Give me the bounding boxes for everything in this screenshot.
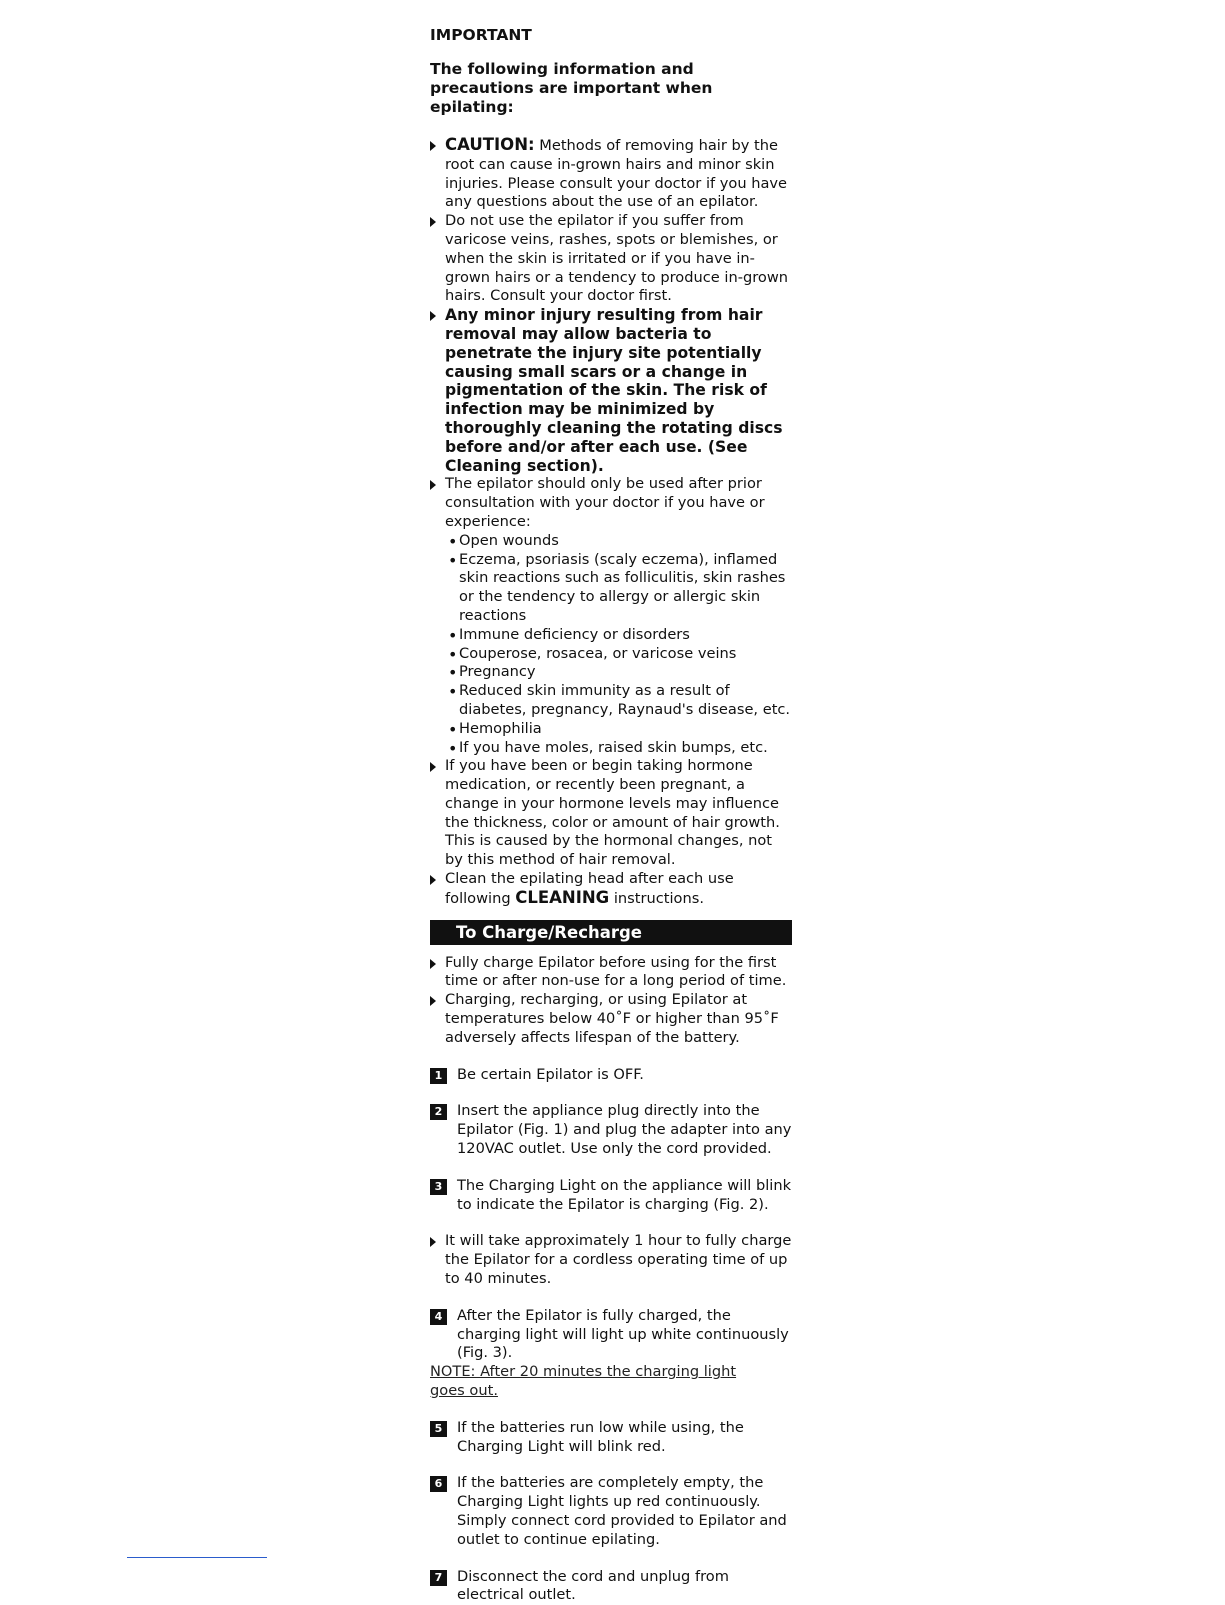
bullet-arrow-icon xyxy=(430,141,436,151)
step-5: 5 If the batteries run low while using, the Charging Light will blink red. xyxy=(430,1419,792,1457)
document-column xyxy=(430,10,792,1605)
conditions-list xyxy=(430,532,792,758)
condition-item: • If you have moles, raised skin bumps, etc. xyxy=(448,738,768,758)
charge-time-note: It will take approximately 1 hour to fully charge the Epilator for a cordless operating time of up to 40 minutes. xyxy=(430,1232,792,1288)
charge-intro-item: Charging, recharging, or using Epilator at temperatures below 40˚F or higher than 95˚F adversely affects lifespan of the battery. xyxy=(430,991,792,1047)
section-banner: To Charge/Recharge xyxy=(430,920,792,945)
precaution-text: If you have been or begin taking hormone medication, or recently been pregnant, a change in your hormone levels may influence the thickness, color or amount of hair growth. This is caused by the hormonal changes, not by this method of hair removal. xyxy=(445,757,780,869)
precaution-item xyxy=(430,757,792,870)
caution-text: Methods of removing hair by the root can cause in-grown hairs and minor skin injuries. Please consult your doctor if you have any questions about the use of an epilator. xyxy=(445,137,788,211)
step-6: 6 If the batteries are completely empty, the Charging Light lights up red continuously. Simply connect cord provided to Epilator and outlet to continue epilating. xyxy=(430,1474,792,1549)
bullet-arrow-icon xyxy=(430,217,436,227)
important-lead: The following information and precautions are important when epilating: xyxy=(430,60,713,116)
bullet-arrow-icon xyxy=(430,875,436,885)
footnote-rule xyxy=(127,1557,267,1558)
precaution-bold-text: Any minor injury resulting from hair removal may allow bacteria to penetrate the injury site potentially causing small scars or a change in pigmentation of the skin. The risk of infection may be minimized by thoroughly cleaning the rotating discs before and/or after each use. (See Cleaning section). xyxy=(445,306,783,475)
condition-item: • Immune deficiency or disorders xyxy=(448,625,690,645)
step-7: 7 Disconnect the cord and unplug from electrical outlet. xyxy=(430,1568,792,1605)
bullet-arrow-icon xyxy=(430,762,436,772)
condition-item: • Hemophilia xyxy=(448,719,542,739)
step-number-icon: 5 xyxy=(430,1421,447,1437)
bullet-arrow-icon xyxy=(430,480,436,490)
precaution-item: Clean the epilating head after each use following CLEANING instructions. xyxy=(430,870,792,909)
condition-item: • Eczema, psoriasis (scaly eczema), inflamed skin reactions such as folliculitis, skin rashes or the tendency to allergy or allergic skin reactions xyxy=(448,550,786,624)
condition-item: • Pregnancy xyxy=(448,663,536,683)
bullet-arrow-icon xyxy=(430,996,436,1006)
charging-note: NOTE: After 20 minutes the charging light goes out. xyxy=(430,1363,737,1400)
step-number-icon: 4 xyxy=(430,1309,447,1325)
bullet-arrow-icon xyxy=(430,311,436,321)
step-3: 3 The Charging Light on the appliance will blink to indicate the Epilator is charging (Fig. 2). xyxy=(430,1177,792,1215)
step-number-icon: 6 xyxy=(430,1476,447,1492)
caution-label: CAUTION: xyxy=(445,135,535,154)
step-2: 2 Insert the appliance plug directly into the Epilator (Fig. 1) and plug the adapter into any 120VAC outlet. Use only the cord provided. xyxy=(430,1102,792,1158)
precaution-caution xyxy=(430,136,792,212)
step-number-icon: 2 xyxy=(430,1104,447,1120)
precaution-item xyxy=(430,212,792,306)
bullet-arrow-icon xyxy=(430,959,436,969)
condition-item: • Open wounds xyxy=(448,531,559,551)
precaution-text: Do not use the epilator if you suffer from varicose veins, rashes, spots or blemishes, or when the skin is irritated or if you have in-grown hairs or a tendency to produce in-grown hairs. Consult your doctor first. xyxy=(445,212,789,305)
step-4: 4 After the Epilator is fully charged, the charging light will light up white continuously (Fig. 3). xyxy=(430,1307,792,1363)
condition-item: • Reduced skin immunity as a result of diabetes, pregnancy, Raynaud's disease, etc. xyxy=(448,682,791,718)
step-number-icon: 3 xyxy=(430,1179,447,1195)
step-number-icon: 7 xyxy=(430,1570,447,1586)
charge-intro-item: Fully charge Epilator before using for the first time or after non-use for a long period of time. xyxy=(430,954,792,992)
precaution-item-bold xyxy=(430,306,792,475)
condition-item: • Couperose, rosacea, or varicose veins xyxy=(448,644,737,664)
important-title: IMPORTANT xyxy=(430,25,532,44)
bullet-arrow-icon xyxy=(430,1237,436,1247)
precaution-item xyxy=(430,475,792,531)
step-1: 1 Be certain Epilator is OFF. xyxy=(430,1066,792,1085)
step-number-icon: 1 xyxy=(430,1068,447,1084)
cleaning-keyword: CLEANING xyxy=(515,887,610,907)
precaution-text: The epilator should only be used after prior consultation with your doctor if you have or experience: xyxy=(445,475,765,530)
